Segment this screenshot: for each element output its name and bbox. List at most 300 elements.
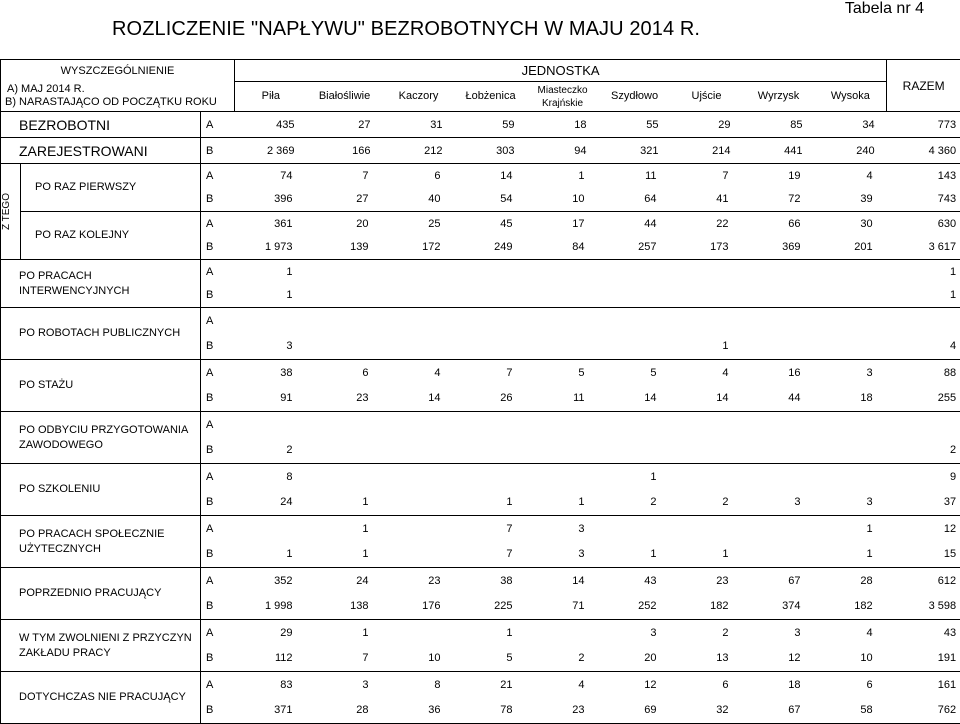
cell: 41 — [671, 188, 743, 212]
row-ab: A — [201, 412, 235, 438]
cell: 255 — [887, 386, 960, 412]
data-row — [1, 568, 960, 594]
cell — [383, 516, 455, 542]
total-header: RAZEM — [887, 60, 960, 112]
row-ab: A — [201, 672, 235, 698]
group-label: PO STAŻU — [1, 360, 201, 412]
cell: 67 — [743, 568, 815, 594]
cell: 1 — [887, 284, 960, 308]
cell — [383, 334, 455, 360]
cell: 21 — [455, 672, 527, 698]
cell: 6 — [671, 672, 743, 698]
cell: 3 — [599, 620, 671, 646]
data-row — [1, 308, 960, 334]
cell: 23 — [527, 698, 599, 724]
cell: 7 — [307, 646, 383, 672]
cell: 3 — [307, 672, 383, 698]
cell: 91 — [235, 386, 307, 412]
cell: 369 — [743, 236, 815, 260]
cell: 12 — [599, 672, 671, 698]
cell: 176 — [383, 594, 455, 620]
cell: 44 — [599, 212, 671, 236]
cell: 374 — [743, 594, 815, 620]
cell: 94 — [527, 138, 599, 164]
summary-row — [1, 112, 960, 138]
column-header: Szydłowo — [599, 82, 671, 112]
cell — [455, 412, 527, 438]
cell: 1 — [887, 260, 960, 284]
cell: 212 — [383, 138, 455, 164]
column-header: Wyrzysk — [743, 82, 815, 112]
cell — [235, 308, 307, 334]
cell: 40 — [383, 188, 455, 212]
cell — [743, 464, 815, 490]
row-ab: A — [201, 360, 235, 386]
row-ab: B — [201, 646, 235, 672]
column-header: Wysoka — [815, 82, 887, 112]
cell: 371 — [235, 698, 307, 724]
cell — [455, 438, 527, 464]
cell: 252 — [599, 594, 671, 620]
cell — [815, 438, 887, 464]
cell: 14 — [383, 386, 455, 412]
summary-row — [1, 138, 960, 164]
cell: 11 — [599, 164, 671, 188]
header-row — [1, 60, 960, 82]
cell: 38 — [235, 360, 307, 386]
z-tego-text: Z TEGO — [1, 193, 12, 230]
row-ab: B — [201, 284, 235, 308]
cell: 78 — [455, 698, 527, 724]
cell: 3 — [743, 490, 815, 516]
cell: 5 — [527, 360, 599, 386]
cell: 20 — [599, 646, 671, 672]
cell — [527, 620, 599, 646]
cell: 2 — [671, 620, 743, 646]
cell: 630 — [887, 212, 960, 236]
cell: 16 — [743, 360, 815, 386]
data-row — [1, 360, 960, 386]
row-ab: B — [201, 698, 235, 724]
cell — [815, 412, 887, 438]
cell — [383, 620, 455, 646]
cell — [743, 334, 815, 360]
row-ab: B — [201, 490, 235, 516]
cell: 14 — [671, 386, 743, 412]
group-label: PO ROBOTACH PUBLICZNYCH — [1, 308, 201, 360]
cell — [383, 542, 455, 568]
cell — [307, 438, 383, 464]
z-tego-label — [1, 164, 21, 260]
cell: 59 — [455, 112, 527, 138]
cell: 10 — [383, 646, 455, 672]
cell — [383, 438, 455, 464]
cell: 14 — [527, 568, 599, 594]
data-row — [1, 672, 960, 698]
cell: 773 — [887, 112, 960, 138]
cell: 67 — [743, 698, 815, 724]
legend-a: A) MAJ 2014 R. — [5, 83, 234, 96]
row-ab: B — [201, 188, 235, 212]
cell: 303 — [455, 138, 527, 164]
data-row — [1, 516, 960, 542]
cell: 8 — [235, 464, 307, 490]
page-title: ROZLICZENIE "NAPŁYWU" BEZROBOTNYCH W MAJU 2014 R. — [112, 18, 700, 41]
cell: 396 — [235, 188, 307, 212]
cell: 1 — [307, 542, 383, 568]
cell: 143 — [887, 164, 960, 188]
cell — [815, 464, 887, 490]
cell: 352 — [235, 568, 307, 594]
cell: 39 — [815, 188, 887, 212]
cell: 19 — [743, 164, 815, 188]
cell: 4 — [815, 164, 887, 188]
cell: 435 — [235, 112, 307, 138]
cell: 1 — [307, 620, 383, 646]
cell: 27 — [307, 188, 383, 212]
cell: 3 — [743, 620, 815, 646]
cell — [455, 260, 527, 284]
row-ab: B — [201, 542, 235, 568]
cell: 2 — [527, 646, 599, 672]
cell — [887, 412, 960, 438]
cell — [743, 542, 815, 568]
cell: 441 — [743, 138, 815, 164]
cell — [307, 260, 383, 284]
column-header: Miasteczko Krajńskie — [527, 82, 599, 112]
cell: 37 — [887, 490, 960, 516]
cell: 3 617 — [887, 236, 960, 260]
cell: 4 — [527, 672, 599, 698]
cell — [599, 284, 671, 308]
cell — [307, 334, 383, 360]
cell: 43 — [599, 568, 671, 594]
cell — [743, 516, 815, 542]
cell: 1 — [599, 464, 671, 490]
cell: 22 — [671, 212, 743, 236]
cell: 1 — [307, 516, 383, 542]
cell: 1 — [671, 542, 743, 568]
cell: 7 — [455, 516, 527, 542]
cell — [671, 438, 743, 464]
cell: 4 — [815, 620, 887, 646]
row-ab: A — [201, 164, 235, 188]
cell: 28 — [307, 698, 383, 724]
cell — [599, 260, 671, 284]
cell — [307, 464, 383, 490]
cell: 361 — [235, 212, 307, 236]
cell: 10 — [527, 188, 599, 212]
cell: 20 — [307, 212, 383, 236]
cell: 23 — [383, 568, 455, 594]
cell: 24 — [307, 568, 383, 594]
cell: 23 — [307, 386, 383, 412]
cell: 173 — [671, 236, 743, 260]
cell — [455, 464, 527, 490]
cell: 14 — [599, 386, 671, 412]
cell: 44 — [743, 386, 815, 412]
cell: 762 — [887, 698, 960, 724]
cell: 66 — [743, 212, 815, 236]
cell — [527, 308, 599, 334]
data-row — [1, 412, 960, 438]
cell: 1 — [671, 334, 743, 360]
cell: 43 — [887, 620, 960, 646]
row-label: ZAREJESTROWANI — [1, 138, 201, 164]
data-row — [1, 464, 960, 490]
cell: 12 — [887, 516, 960, 542]
group-label: W TYM ZWOLNIENI Z PRZYCZYN ZAKŁADU PRACY — [1, 620, 201, 672]
cell: 71 — [527, 594, 599, 620]
cell: 1 973 — [235, 236, 307, 260]
cell: 139 — [307, 236, 383, 260]
cell — [527, 260, 599, 284]
cell: 12 — [743, 646, 815, 672]
cell: 191 — [887, 646, 960, 672]
cell — [671, 412, 743, 438]
cell: 29 — [671, 112, 743, 138]
cell: 3 598 — [887, 594, 960, 620]
cell: 1 — [815, 516, 887, 542]
cell — [235, 412, 307, 438]
cell: 201 — [815, 236, 887, 260]
cell — [599, 334, 671, 360]
row-ab: A — [201, 620, 235, 646]
group-label: PO RAZ PIERWSZY — [21, 164, 201, 212]
cell: 25 — [383, 212, 455, 236]
cell — [383, 464, 455, 490]
row-ab: A — [201, 212, 235, 236]
cell — [455, 334, 527, 360]
column-header: Kaczory — [383, 82, 455, 112]
cell: 7 — [307, 164, 383, 188]
cell — [671, 464, 743, 490]
data-row — [1, 620, 960, 646]
cell: 225 — [455, 594, 527, 620]
cell — [383, 260, 455, 284]
cell: 172 — [383, 236, 455, 260]
cell: 69 — [599, 698, 671, 724]
cell: 24 — [235, 490, 307, 516]
cell: 1 — [235, 542, 307, 568]
cell — [815, 260, 887, 284]
cell: 17 — [527, 212, 599, 236]
cell: 1 — [455, 620, 527, 646]
cell: 1 — [599, 542, 671, 568]
cell — [527, 284, 599, 308]
cell: 30 — [815, 212, 887, 236]
group-label: DOTYCHCZAS NIE PRACUJĄCY — [1, 672, 201, 724]
cell — [671, 260, 743, 284]
cell: 1 998 — [235, 594, 307, 620]
cell: 58 — [815, 698, 887, 724]
cell: 28 — [815, 568, 887, 594]
cell: 6 — [383, 164, 455, 188]
cell: 64 — [599, 188, 671, 212]
cell — [887, 308, 960, 334]
row-ab: A — [201, 516, 235, 542]
row-ab: A — [201, 568, 235, 594]
row-ab: B — [201, 334, 235, 360]
cell: 2 369 — [235, 138, 307, 164]
group-label: POPRZEDNIO PRACUJĄCY — [1, 568, 201, 620]
cell — [599, 308, 671, 334]
cell: 240 — [815, 138, 887, 164]
cell: 7 — [671, 164, 743, 188]
cell — [383, 284, 455, 308]
data-row — [1, 212, 960, 236]
cell: 4 — [671, 360, 743, 386]
cell — [383, 412, 455, 438]
row-ab: A — [201, 112, 235, 138]
cell: 34 — [815, 112, 887, 138]
group-label: PO PRACACH INTERWENCYJNYCH — [1, 260, 201, 308]
cell: 2 — [235, 438, 307, 464]
cell — [455, 308, 527, 334]
cell: 3 — [815, 490, 887, 516]
cell: 214 — [671, 138, 743, 164]
cell — [235, 516, 307, 542]
cell: 38 — [455, 568, 527, 594]
cell: 182 — [671, 594, 743, 620]
cell: 10 — [815, 646, 887, 672]
cell: 112 — [235, 646, 307, 672]
column-header: Łobżenica — [455, 82, 527, 112]
cell: 4 — [887, 334, 960, 360]
cell: 29 — [235, 620, 307, 646]
cell — [307, 412, 383, 438]
cell: 45 — [455, 212, 527, 236]
cell: 1 — [815, 542, 887, 568]
row-ab: B — [201, 138, 235, 164]
cell: 18 — [743, 672, 815, 698]
cell: 249 — [455, 236, 527, 260]
group-label: PO SZKOLENIU — [1, 464, 201, 516]
cell: 1 — [455, 490, 527, 516]
cell: 7 — [455, 542, 527, 568]
cell: 182 — [815, 594, 887, 620]
cell: 1 — [527, 490, 599, 516]
row-ab: B — [201, 236, 235, 260]
data-row — [1, 164, 960, 188]
cell — [527, 334, 599, 360]
cell — [815, 334, 887, 360]
cell: 32 — [671, 698, 743, 724]
cell — [671, 516, 743, 542]
cell: 55 — [599, 112, 671, 138]
cell — [307, 308, 383, 334]
cell: 2 — [671, 490, 743, 516]
cell — [815, 284, 887, 308]
cell: 743 — [887, 188, 960, 212]
cell: 257 — [599, 236, 671, 260]
cell — [383, 308, 455, 334]
cell: 13 — [671, 646, 743, 672]
cell — [599, 438, 671, 464]
report-table — [0, 59, 960, 724]
cell — [743, 438, 815, 464]
cell: 31 — [383, 112, 455, 138]
legend-b: B) NARASTAJĄCO OD POCZĄTKU ROKU — [5, 96, 234, 109]
cell: 85 — [743, 112, 815, 138]
unit-header: JEDNOSTKA — [235, 60, 887, 82]
cell — [527, 412, 599, 438]
cell — [599, 516, 671, 542]
cell: 1 — [235, 284, 307, 308]
cell: 6 — [307, 360, 383, 386]
cell: 138 — [307, 594, 383, 620]
cell: 1 — [527, 164, 599, 188]
cell: 84 — [527, 236, 599, 260]
cell — [815, 308, 887, 334]
cell: 7 — [455, 360, 527, 386]
cell: 74 — [235, 164, 307, 188]
data-row — [1, 260, 960, 284]
cell: 2 — [599, 490, 671, 516]
cell: 27 — [307, 112, 383, 138]
cell: 321 — [599, 138, 671, 164]
cell: 18 — [527, 112, 599, 138]
row-ab: B — [201, 386, 235, 412]
table-number: Tabela nr 4 — [845, 0, 924, 18]
group-label: PO PRACACH SPOŁECZNIE UŻYTECZNYCH — [1, 516, 201, 568]
cell: 5 — [455, 646, 527, 672]
cell: 4 360 — [887, 138, 960, 164]
cell — [671, 308, 743, 334]
cell — [599, 412, 671, 438]
cell — [527, 438, 599, 464]
cell: 18 — [815, 386, 887, 412]
cell — [383, 490, 455, 516]
cell: 1 — [307, 490, 383, 516]
header-row — [1, 82, 960, 112]
cell: 9 — [887, 464, 960, 490]
column-header: Białośliwie — [307, 82, 383, 112]
spec-header: WYSZCZEGÓLNIENIE — [1, 60, 235, 82]
cell — [307, 284, 383, 308]
cell — [743, 284, 815, 308]
cell: 26 — [455, 386, 527, 412]
row-ab: B — [201, 594, 235, 620]
group-label: PO ODBYCIU PRZYGOTOWANIA ZAWODOWEGO — [1, 412, 201, 464]
cell: 5 — [599, 360, 671, 386]
cell: 3 — [527, 542, 599, 568]
cell: 88 — [887, 360, 960, 386]
column-header: Ujście — [671, 82, 743, 112]
row-ab: A — [201, 260, 235, 284]
cell: 36 — [383, 698, 455, 724]
cell — [743, 308, 815, 334]
cell — [527, 464, 599, 490]
cell: 1 — [235, 260, 307, 284]
cell: 166 — [307, 138, 383, 164]
row-ab: B — [201, 438, 235, 464]
spec-legend — [1, 82, 235, 112]
row-ab: A — [201, 464, 235, 490]
cell: 83 — [235, 672, 307, 698]
cell: 8 — [383, 672, 455, 698]
cell: 15 — [887, 542, 960, 568]
cell: 161 — [887, 672, 960, 698]
cell — [671, 284, 743, 308]
cell: 11 — [527, 386, 599, 412]
row-ab: A — [201, 308, 235, 334]
cell: 4 — [383, 360, 455, 386]
cell: 3 — [235, 334, 307, 360]
cell: 612 — [887, 568, 960, 594]
cell: 6 — [815, 672, 887, 698]
cell: 54 — [455, 188, 527, 212]
